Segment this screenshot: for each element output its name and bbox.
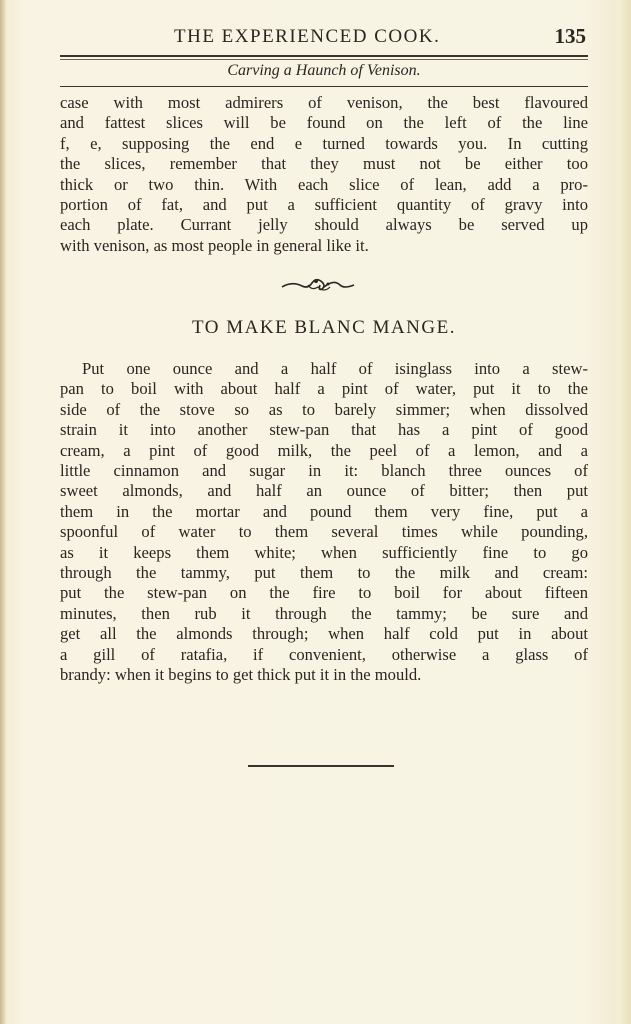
text-line: f, e, supposing the end e turned towards you. In cutting — [60, 133, 588, 153]
running-title: THE EXPERIENCED COOK. — [174, 26, 441, 47]
text-line: Put one ounce and a half of isinglass into a stew- — [82, 359, 588, 378]
page-left-edge — [0, 0, 6, 1024]
text-line: minutes, then rub it through the tammy; be sure and — [60, 603, 588, 623]
text-line: portion of fat, and put a sufficient quantity of gravy into — [60, 195, 588, 215]
text-line: brandy: when it begins to get thick put it in the mould. — [60, 665, 422, 685]
header-rule — [60, 55, 588, 57]
text-line: cream, a pint of good milk, the peel of a lemon, and a — [60, 440, 588, 460]
paragraph-venison — [60, 93, 588, 256]
running-head — [60, 26, 590, 50]
text-line: the slices, remember that they must not be either too — [60, 154, 588, 174]
text-line: pan to boil with about half a pint of water, put it to the — [60, 379, 588, 399]
text-line: put the stew-pan on the fire to boil for about fifteen — [60, 583, 588, 603]
page-number: 135 — [554, 24, 586, 48]
text-line: each plate. Currant jelly should always be served up — [60, 215, 588, 235]
section-subhead: Carving a Haunch of Venison. — [227, 62, 421, 79]
text-line: get all the almonds through; when half cold put in about — [60, 624, 588, 644]
header-rule-thin — [60, 59, 588, 60]
text-line: through the tammy, put them to the milk and cream: — [60, 563, 588, 583]
text-line: as it keeps them white; when sufficiently fine to go — [60, 542, 588, 562]
text-line: with venison, as most people in general like it. — [60, 235, 369, 255]
text-line: case with most admirers of venison, the best flavoured — [60, 93, 588, 112]
text-line: side of the stove so as to barely simmer; when dissolved — [60, 399, 588, 419]
text-line: and fattest slices will be found on the left of the line — [60, 113, 588, 133]
recipe-title: TO MAKE BLANC MANGE. — [192, 317, 456, 338]
paragraph-blanc-mange — [60, 359, 588, 686]
subhead-rule — [60, 86, 588, 87]
fleuron-ornament-icon — [278, 273, 358, 295]
text-line: sweet almonds, and half an ounce of bitter; then put — [60, 481, 588, 501]
text-line: strain it into another stew-pan that has a pint of good — [60, 420, 588, 440]
text-line: little cinnamon and sugar in it: blanch three ounces of — [60, 461, 588, 481]
end-rule — [248, 765, 394, 767]
text-line: a gill of ratafia, if convenient, otherwise a glass of — [60, 644, 588, 664]
page-right-edge — [617, 0, 631, 1024]
text-line: them in the mortar and pound them very fine, put a — [60, 501, 588, 521]
text-line: spoonful of water to them several times while pounding, — [60, 522, 588, 542]
text-line: thick or two thin. With each slice of lean, add a pro- — [60, 174, 588, 194]
